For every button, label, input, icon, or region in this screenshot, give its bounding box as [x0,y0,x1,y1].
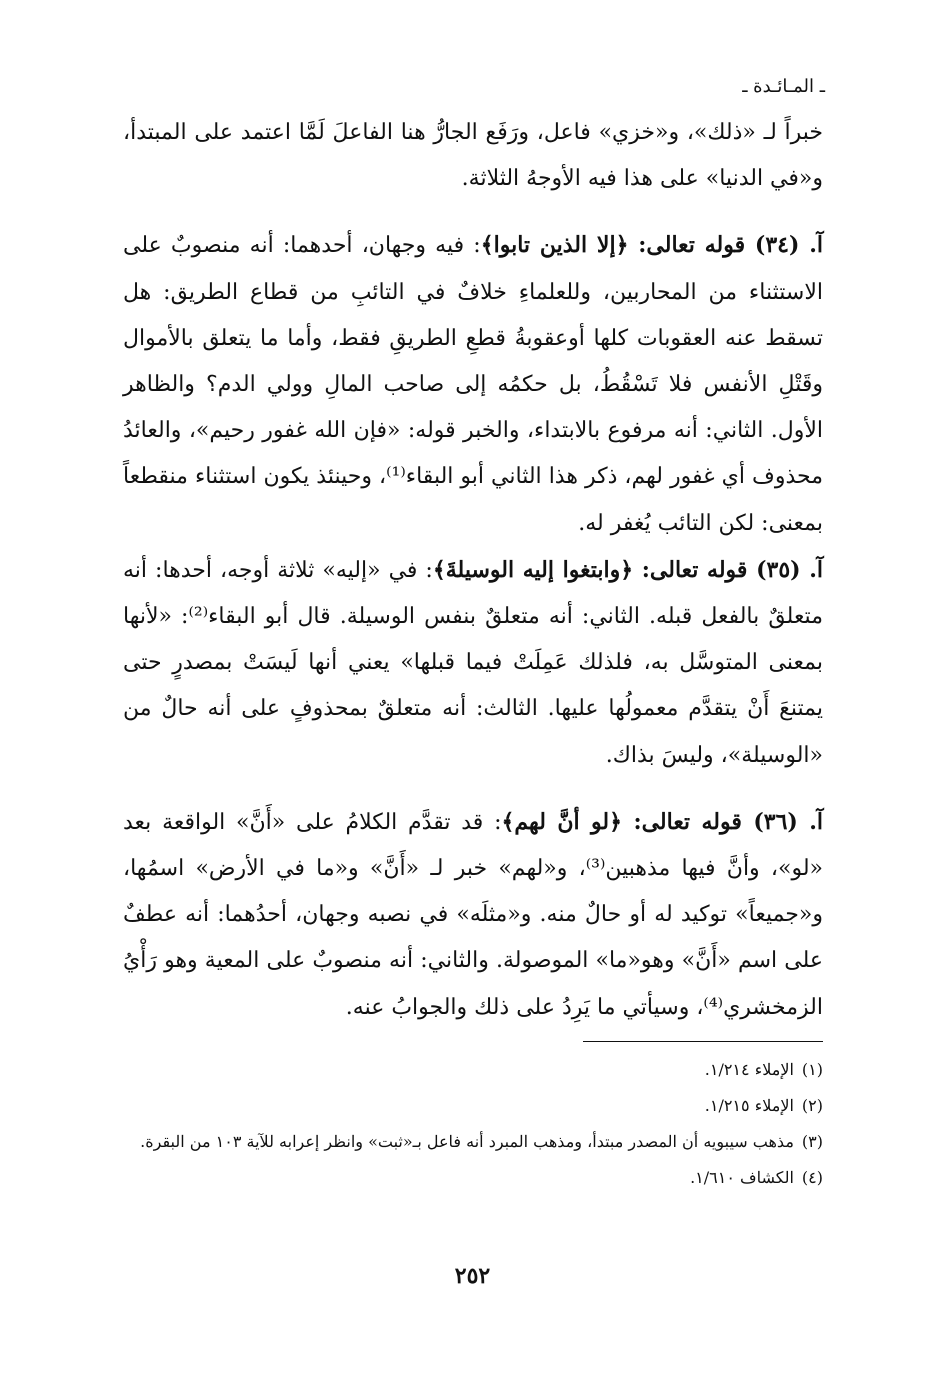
main-text [123,110,823,1031]
footnote-number: (٢) [801,1096,823,1115]
paragraph-verse-35 [123,547,823,779]
footnote-item [123,1164,823,1192]
verse-reference-35: آ. (٣٥) قوله تعالى: ﴿وابتغوا إليه الوسيلةَ﴾ [432,556,824,583]
commentary-36: : قد تقدَّم الكلامُ على «أَنَّ» الواقعة بعد «لو»، وأنَّ فيها مذهبين⁽³⁾، و«لهم» خبر لـ «أَنَّ» و«ما في الأرض» اسمُها، و«جميعاً» توكيد له أو حالٌ منه. و«مثلَه» في نصبه وجهان، أحدُهما: أنه عطفٌ على اسم «أَنَّ» وهو«ما» الموصولة. والثاني: أنه منصوبٌ على المعية وهو رَأْيُ الزمخشري⁽⁴⁾، وسيأتي ما يَرِدُ على ذلك والجوابُ عنه. [123,809,824,1020]
footnote-text: الإملاء ١/٢١٥. [704,1096,794,1115]
commentary-35: : في «إليه» ثلاثة أوجه، أحدها: أنه متعلقٌ بالفعل قبله. الثاني: أنه متعلقٌ بنفس الوسيلة. قال أبو البقاء⁽²⁾: «لأنها بمعنى المتوسَّل به، فلذلك عَمِلَتْ فيما قبلها» يعني أنها لَيسَتْ بمصدرٍ حتى يمتنعَ أَنْ يتقدَّم معمولُها عليها. الثالث: أنه متعلقٌ بمحذوفٍ على أنه حالٌ من «الوسيلة»، وليسَ بذاك. [123,557,823,768]
footnote-separator [583,1041,823,1042]
footnotes [123,1056,823,1200]
footnote-text: مذهب سيبويه أن المصدر مبتدأ، ومذهب المبرد أنه فاعل بـ«ثبت» وانظر إعرابه للآية ١٠٣ من البقرة. [140,1132,794,1151]
paragraph-verse-36 [123,799,823,1031]
footnote-item [123,1056,823,1084]
paragraph-verse-34 [123,222,823,546]
footnote-text: الإملاء ١/٢١٤. [704,1060,794,1079]
page-number: ٢٥٢ [454,1263,491,1289]
footnote-item [123,1092,823,1120]
paragraph-continuation: خبراً لـ «ذلك»، و«خزي» فاعل، ورَفَع الجارُّ هنا الفاعلَ لَمَّا اعتمد على المبتدأ، و«في الدنيا» على هذا فيه الأوجهُ الثلاثة. [123,120,823,192]
footnote-item [123,1128,823,1156]
footnote-number: (٣) [801,1132,823,1151]
commentary-34: : فيه وجهان، أحدهما: أنه منصوبٌ على الاستثناء من المحاربين، وللعلماءِ خلافٌ في التائبِ من قطاع الطريق: هل تسقط عنه العقوبات كلها أوعقوبةُ قطعِ الطريقِ فقط، وأما ما يتعلق بالأموال وقَتْلِ الأنفس فلا تَسْقُطُ، بل حكمُه إلى صاحب المالِ وولي الدم؟ والظاهر الأول. الثاني: أنه مرفوع بالابتداء، والخبر قوله: «فإن الله غفور رحيم»، والعائدُ محذوف أي غفور لهم، ذكر هذا الثاني أبو البقاء⁽¹⁾، وحينئذ يكون استثناء منقطعاً بمعنى: لكن التائب يُغفر له. [123,233,824,536]
running-header: ـ المـائـدة ـ [742,76,825,97]
verse-reference-36: آ. (٣٦) قوله تعالى: ﴿لو أنَّ لهم﴾ [501,808,824,835]
footnote-text: الكشاف ١/٦١٠. [690,1168,794,1187]
verse-reference-34: آ. (٣٤) قوله تعالى: ﴿إلا الذين تابوا﴾ [480,232,823,259]
footnote-number: (٤) [801,1168,823,1187]
footnote-number: (١) [801,1060,823,1079]
